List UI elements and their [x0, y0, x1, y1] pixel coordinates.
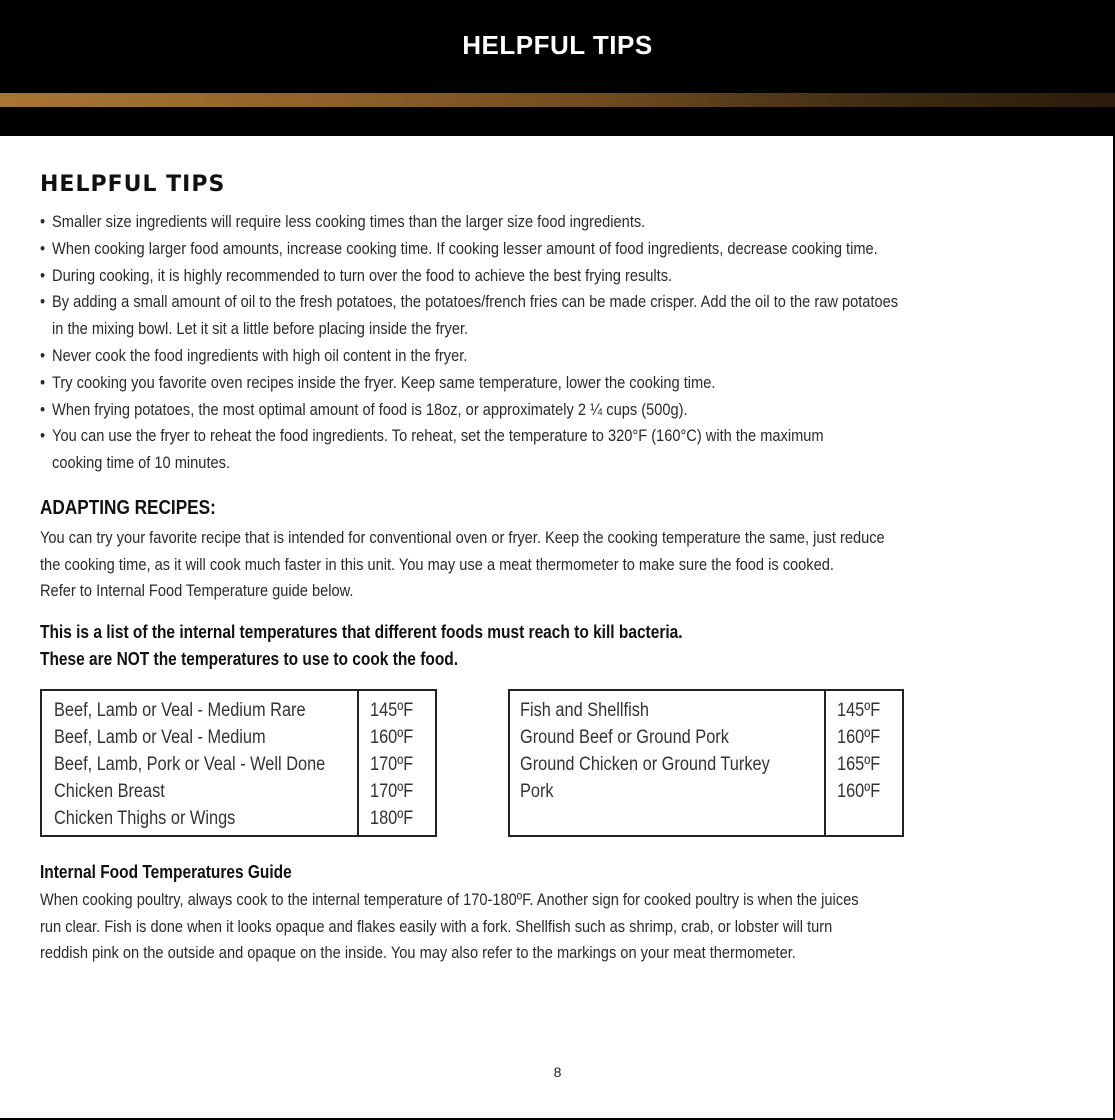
tip-item — [40, 209, 898, 236]
paragraph-line: When cooking poultry, always cook to the internal temperature of 170-180ºF. Another sign for cooked poultry is when the juices — [40, 890, 859, 909]
food-name: Beef, Lamb, Pork or Veal - Well Done — [54, 754, 326, 775]
paragraph-line: reddish pink on the outside and opaque on the inside. You may also refer to the markings on your meat thermometer. — [40, 943, 796, 962]
temperature-column — [370, 697, 420, 832]
food-name: Ground Chicken or Ground Turkey — [520, 754, 770, 775]
tip-text: Smaller size ingredients will require less cooking times than the larger size food ingredients. — [52, 212, 646, 231]
paragraph-line: the cooking time, as it will cook much faster in this unit. You may use a meat thermometer to make sure the food is cooked. — [40, 554, 834, 574]
tip-item — [40, 370, 898, 397]
bullet-icon: • — [40, 238, 46, 258]
temperature-notice-warning: These are NOT the temperatures to use to cook the food. — [40, 649, 459, 669]
food-temperature: 165ºF — [837, 754, 881, 775]
tip-text: By adding a small amount of oil to the fresh potatoes, the potatoes/french fries can be made crisper. Add the oil to the raw potatoes — [52, 292, 899, 312]
header-bar — [0, 0, 1115, 136]
temperature-table-fish-ground — [508, 689, 904, 837]
temperature-table-meats — [40, 689, 437, 837]
bullet-icon: • — [40, 399, 46, 419]
food-name: Chicken Breast — [54, 781, 165, 802]
tips-list — [40, 209, 1038, 477]
bullet-icon: • — [40, 292, 46, 312]
food-temperature: 180ºF — [370, 808, 414, 829]
page-number: 8 — [553, 1064, 562, 1080]
bullet-icon: • — [40, 212, 46, 231]
paragraph-line: Refer to Internal Food Temperature guide below. — [40, 581, 354, 600]
tips-heading: HELPFUL TIPS — [40, 172, 226, 197]
header-title: HELPFUL TIPS — [462, 30, 653, 60]
tip-item — [40, 263, 898, 290]
tip-item — [40, 289, 898, 343]
food-column — [520, 697, 810, 805]
adapting-recipes-heading: ADAPTING RECIPES: — [40, 497, 216, 519]
guide-heading: Internal Food Temperatures Guide — [40, 862, 292, 882]
bullet-icon: • — [40, 426, 46, 446]
temperature-notice-line: This is a list of the internal temperatures that different foods must reach to kill bacteria. — [40, 622, 683, 642]
food-name: Chicken Thighs or Wings — [54, 808, 236, 829]
tip-text-continued: cooking time of 10 minutes. — [52, 453, 231, 473]
food-temperature: 160ºF — [837, 781, 881, 802]
tip-text-continued: in the mixing bowl. Let it sit a little before placing inside the fryer. — [52, 319, 469, 339]
food-name: Beef, Lamb or Veal - Medium — [54, 727, 266, 748]
bullet-icon: • — [40, 345, 46, 365]
gold-stripe — [0, 93, 1115, 107]
temperature-column — [837, 697, 887, 805]
tip-text: When frying potatoes, the most optimal amount of food is 18oz, or approximately 2 ¼ cups (500g). — [52, 399, 688, 419]
guide-paragraph — [40, 887, 859, 967]
tip-text: Never cook the food ingredients with high oil content in the fryer. — [52, 345, 468, 365]
paragraph-line: run clear. Fish is done when it looks opaque and flakes easily with a fork. Shellfish such as shrimp, crab, or lobster will turn — [40, 916, 833, 936]
food-name: Beef, Lamb or Veal - Medium Rare — [54, 700, 306, 721]
food-temperature: 170ºF — [370, 781, 414, 802]
food-temperature: 145ºF — [370, 700, 414, 721]
food-temperature: 170ºF — [370, 754, 414, 775]
tip-item — [40, 343, 898, 370]
tip-item — [40, 397, 898, 424]
table-divider — [824, 691, 826, 835]
bullet-icon: • — [40, 265, 46, 285]
food-temperature: 160ºF — [837, 727, 881, 748]
tip-text: You can use the fryer to reheat the food ingredients. To reheat, set the temperature to 320°F (160°C) with the maximum — [52, 426, 824, 446]
tip-text: When cooking larger food amounts, increase cooking time. If cooking lesser amount of food ingredients, decrease cooking time. — [52, 238, 878, 258]
bullet-icon: • — [40, 372, 46, 392]
food-name: Fish and Shellfish — [520, 700, 649, 721]
tip-item — [40, 236, 898, 263]
food-column — [54, 697, 369, 832]
tip-text: Try cooking you favorite oven recipes inside the fryer. Keep same temperature, lower the cooking time. — [52, 372, 716, 392]
adapting-recipes-paragraph — [40, 525, 885, 605]
food-name: Pork — [520, 781, 554, 802]
food-temperature: 145ºF — [837, 700, 881, 721]
tip-item — [40, 423, 898, 477]
food-name: Ground Beef or Ground Pork — [520, 727, 729, 748]
paragraph-line: You can try your favorite recipe that is intended for conventional oven or fryer. Keep the cooking temperature the same, just reduce — [40, 528, 885, 547]
tip-text: During cooking, it is highly recommended to turn over the food to achieve the best frying results. — [52, 265, 673, 285]
food-temperature: 160ºF — [370, 727, 414, 748]
